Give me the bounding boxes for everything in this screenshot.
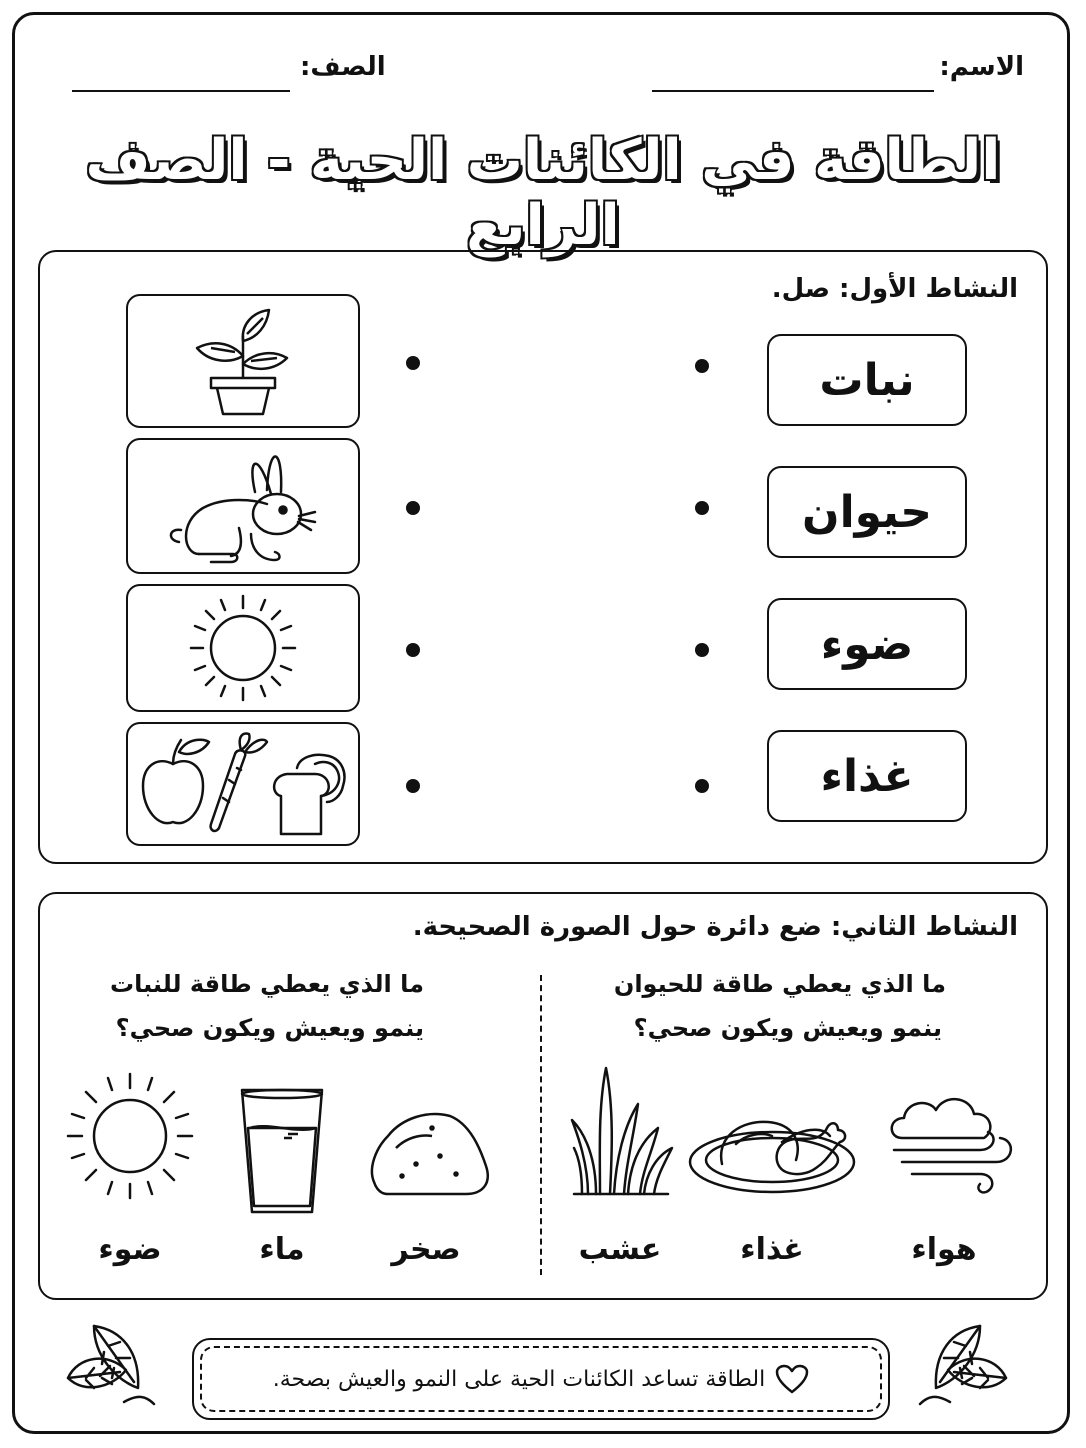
- match-dot-word-2[interactable]: [695, 501, 709, 515]
- picture-plant-box: [126, 294, 360, 428]
- water-glass-icon: [238, 1086, 326, 1216]
- option-water-label: ماء: [259, 1232, 305, 1267]
- activity1-panel: [38, 250, 1048, 864]
- summary-note: [192, 1338, 890, 1420]
- option-rock-label: صخر: [391, 1232, 461, 1267]
- wind-cloud-icon: [884, 1088, 1024, 1198]
- option-grass[interactable]: [568, 1064, 676, 1200]
- animal-question-line1: ما الذي يعطي طاقة للحيوان: [613, 970, 946, 998]
- section-divider: [540, 975, 542, 1275]
- match-dot-word-4[interactable]: [695, 779, 709, 793]
- apple-carrot-bread-icon: [137, 730, 349, 838]
- picture-rabbit-box: [126, 438, 360, 574]
- option-light-label: ضوء: [98, 1232, 162, 1267]
- plant-question-line2: ينمو ويعيش ويكون صحي؟: [115, 1014, 424, 1042]
- activity2-title: النشاط الثاني: ضع دائرة حول الصورة الصحيحة.: [412, 912, 1018, 942]
- word-light: ضوء: [767, 598, 967, 690]
- match-dot-pic-2[interactable]: [406, 501, 420, 515]
- name-line[interactable]: [652, 90, 934, 92]
- class-label: الصف:: [300, 52, 386, 82]
- heart-icon: [775, 1364, 809, 1394]
- option-light[interactable]: [64, 1070, 196, 1206]
- option-food-label: غذاء: [740, 1232, 804, 1267]
- sun-icon: [181, 592, 305, 704]
- option-water[interactable]: [238, 1086, 326, 1220]
- name-label: الاسم:: [939, 52, 1024, 82]
- grass-icon: [568, 1064, 676, 1196]
- option-air-label: هواء: [911, 1232, 977, 1267]
- rock-icon: [366, 1108, 492, 1198]
- match-dot-word-3[interactable]: [695, 643, 709, 657]
- summary-note-inner: [200, 1346, 882, 1412]
- option-food[interactable]: [686, 1100, 858, 1200]
- option-grass-label: عشب: [578, 1232, 662, 1267]
- sun-icon: [64, 1070, 196, 1202]
- plant-question-line1: ما الذي يعطي طاقة للنبات: [109, 970, 424, 998]
- word-animal: حيوان: [767, 466, 967, 558]
- activity1-title: النشاط الأول: صل.: [771, 274, 1018, 304]
- potted-plant-icon: [183, 306, 303, 416]
- animal-question-line2: ينمو ويعيش ويكون صحي؟: [633, 1014, 942, 1042]
- leaf-left-icon: [64, 1322, 160, 1412]
- chicken-plate-icon: [686, 1100, 858, 1196]
- match-dot-pic-1[interactable]: [406, 356, 420, 370]
- class-line[interactable]: [72, 90, 290, 92]
- summary-note-text: الطاقة تساعد الكائنات الحية على النمو والعيش بصحة.: [272, 1366, 766, 1392]
- picture-food-box: [126, 722, 360, 846]
- page-title: الطاقة في الكائنات الحية - الصف الرابع: [85, 128, 1001, 258]
- word-plant: نبات: [767, 334, 967, 426]
- match-dot-pic-3[interactable]: [406, 643, 420, 657]
- rabbit-icon: [163, 444, 323, 568]
- option-air[interactable]: [884, 1088, 1024, 1202]
- match-dot-pic-4[interactable]: [406, 779, 420, 793]
- word-food: غذاء: [767, 730, 967, 822]
- match-dot-word-1[interactable]: [695, 359, 709, 373]
- picture-sun-box: [126, 584, 360, 712]
- option-rock[interactable]: [366, 1108, 492, 1202]
- leaf-right-icon: [914, 1322, 1010, 1412]
